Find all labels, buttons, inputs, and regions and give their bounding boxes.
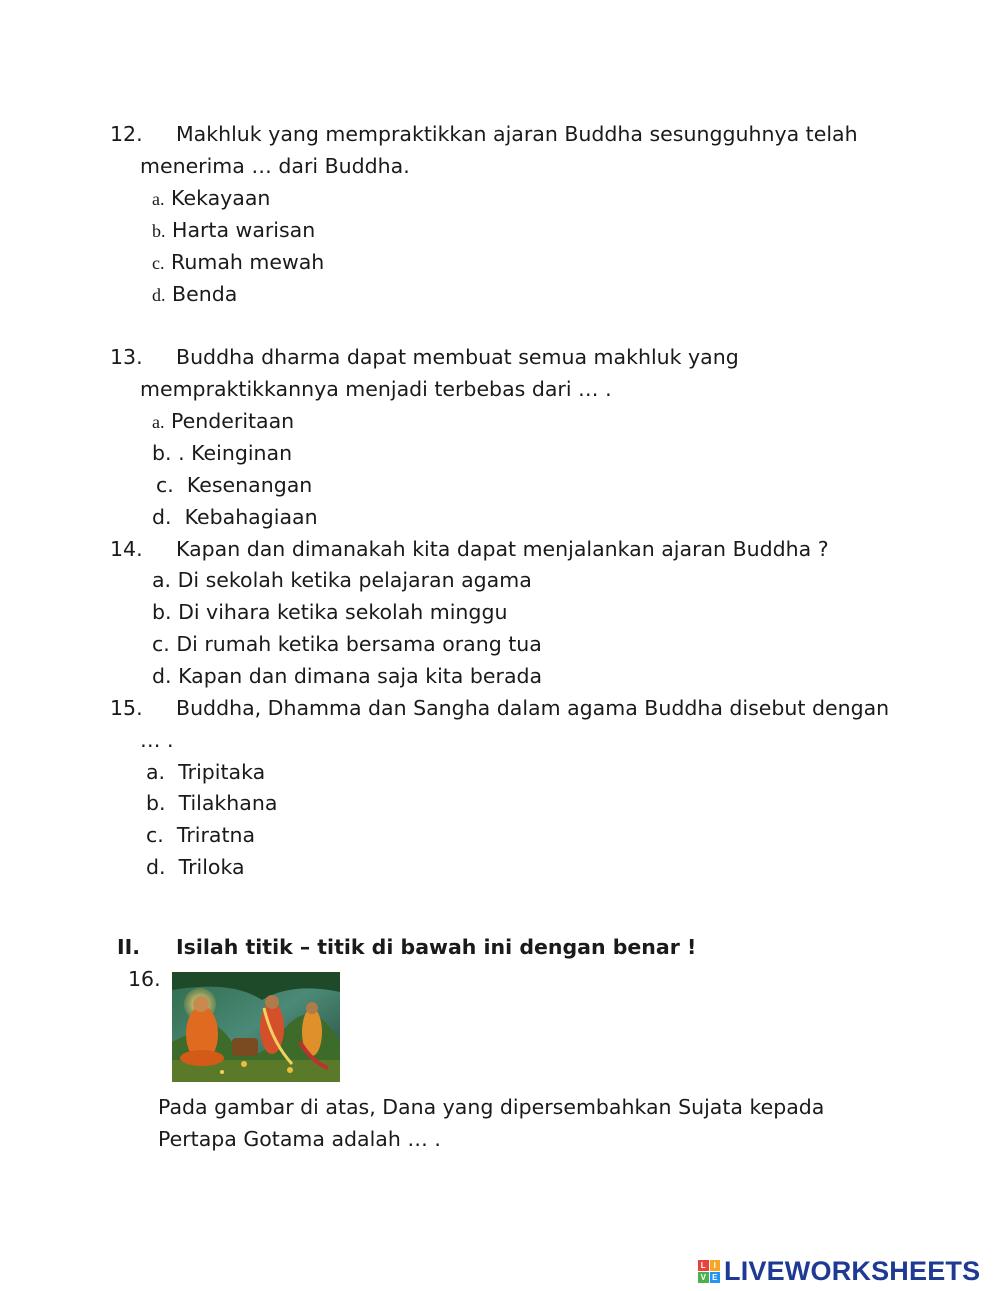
q13-option-a: a. Penderitaan bbox=[152, 409, 295, 433]
q12-number: 12. bbox=[110, 122, 143, 146]
q16-text-line2: Pertapa Gotama adalah … . bbox=[158, 1127, 441, 1151]
q12-text-line2: menerima … dari Buddha. bbox=[140, 154, 410, 178]
sujata-offering-illustration bbox=[172, 972, 340, 1082]
q15-option-c: c. Triratna bbox=[146, 823, 256, 847]
q14-option-b: b. Di vihara ketika sekolah minggu bbox=[152, 600, 508, 624]
q14-option-d: d. Kapan dan dimana saja kita berada bbox=[152, 664, 543, 688]
q12-text-line1: Makhluk yang mempraktikkan ajaran Buddha sesungguhnya telah bbox=[176, 122, 858, 146]
q14-option-c: c. Di rumah ketika bersama orang tua bbox=[152, 632, 542, 656]
q15-text-line1: Buddha, Dhamma dan Sangha dalam agama Buddha disebut dengan bbox=[176, 696, 890, 720]
q14-number: 14. bbox=[110, 537, 143, 561]
q12-option-a: a. Kekayaan bbox=[152, 186, 271, 210]
q14-text-line1: Kapan dan dimanakah kita dapat menjalankan ajaran Buddha ? bbox=[176, 537, 829, 561]
liveworksheets-logo bbox=[698, 1256, 980, 1286]
q13-text-line2: mempraktikkannya menjadi terbebas dari … . bbox=[140, 377, 612, 401]
q12-option-b: b. Harta warisan bbox=[152, 218, 316, 242]
q15-option-a: a. Tripitaka bbox=[146, 760, 266, 784]
q12-option-d: d. Benda bbox=[152, 282, 238, 306]
q13-option-c: c. Kesenangan bbox=[156, 473, 313, 497]
q13-text-line1: Buddha dharma dapat membuat semua makhluk yang bbox=[176, 345, 739, 369]
q13-option-b: b. . Keinginan bbox=[152, 441, 293, 465]
q16-text-line1: Pada gambar di atas, Dana yang dipersembahkan Sujata kepada bbox=[158, 1095, 825, 1119]
q13-option-d: d. Kebahagiaan bbox=[152, 505, 318, 529]
q15-text-line2: … . bbox=[140, 728, 174, 752]
q16-number: 16. bbox=[128, 967, 161, 991]
q15-option-d: d. Triloka bbox=[146, 855, 245, 879]
liveworksheets-cube-icon: L I V E bbox=[698, 1260, 720, 1282]
q13-number: 13. bbox=[110, 345, 143, 369]
q14-option-a: a. Di sekolah ketika pelajaran agama bbox=[152, 568, 532, 592]
q15-option-b: b. Tilakhana bbox=[146, 791, 278, 815]
section-2-instruction: Isilah titik – titik di bawah ini dengan benar ! bbox=[176, 935, 697, 959]
liveworksheets-wordmark: LIVEWORKSHEETS bbox=[724, 1255, 981, 1286]
q15-number: 15. bbox=[110, 696, 143, 720]
section-2-numeral: II. bbox=[117, 935, 141, 959]
q12-option-c: c. Rumah mewah bbox=[152, 250, 325, 274]
